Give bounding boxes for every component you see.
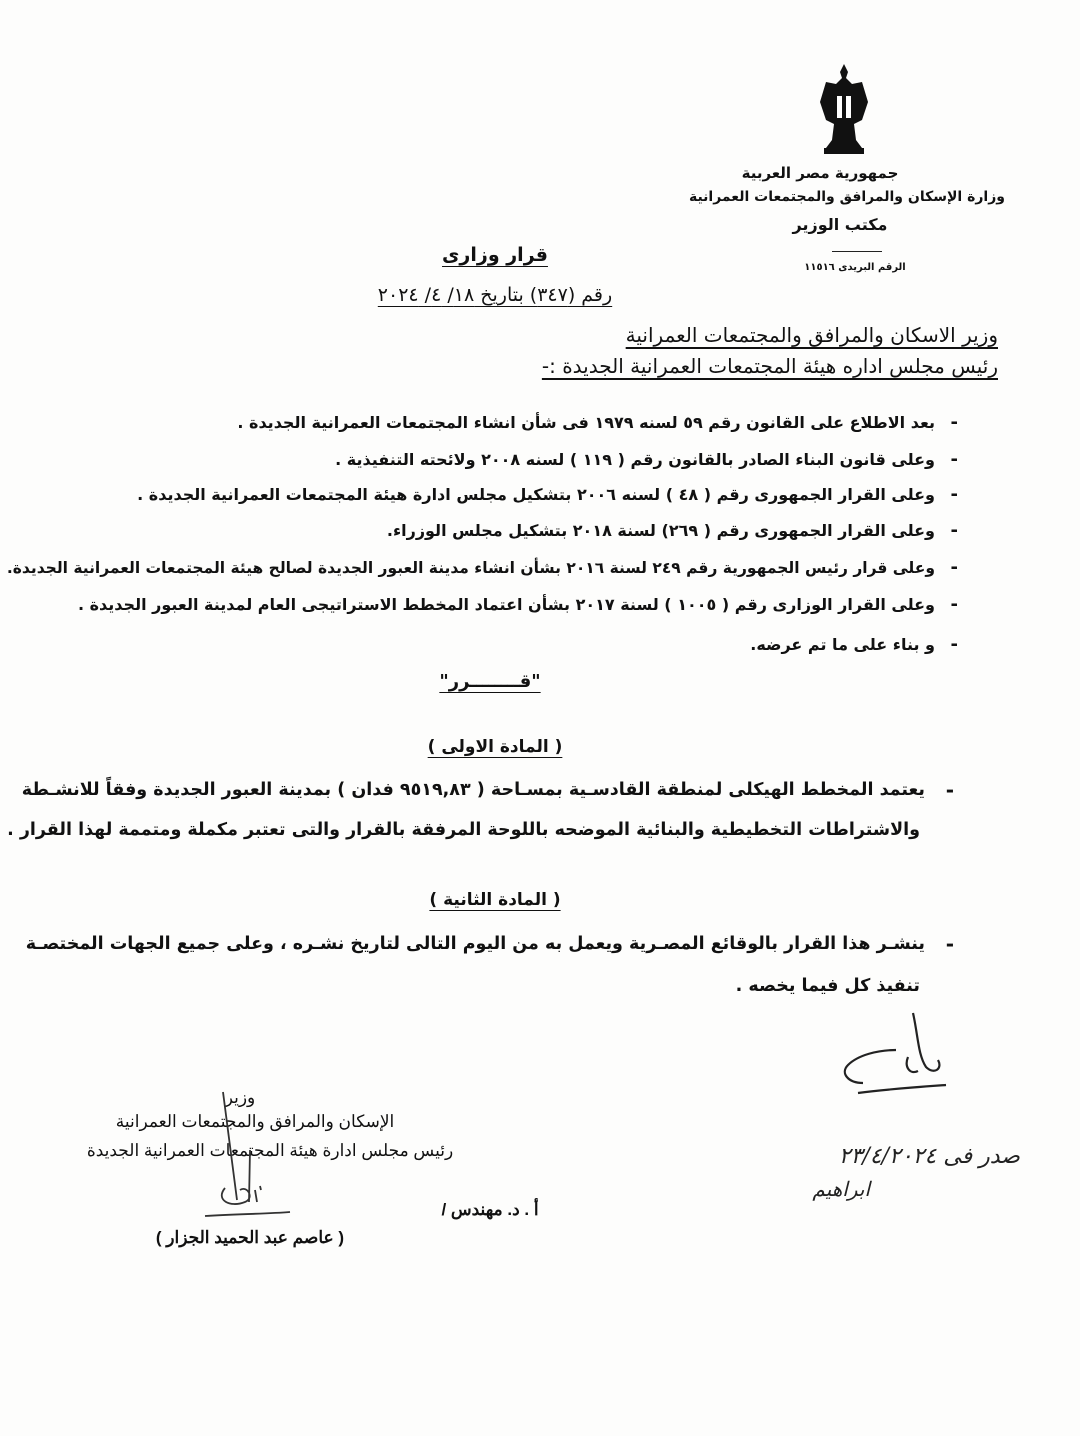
article-2-line-1: ينشـر هذا القرار بالوقائع المصـرية ويعمل به من اليوم التالى لتاريخ نشـره ، وعلى جميع الجهات المختصـة	[25, 934, 925, 954]
letterhead-divider	[832, 251, 882, 252]
bullet-dash: -	[950, 449, 958, 470]
decree-heading: قرار وزارى	[442, 244, 548, 266]
bullet-dash: -	[945, 932, 954, 956]
handwritten-clerk-name: ابراهيم	[812, 1177, 870, 1201]
preamble-item: وعلى القرار الجمهورى رقم ( ٢٦٩) لسنة ٢٠١٨ بتشكيل مجلس الوزراء.	[386, 521, 935, 540]
handwritten-issue-date: صدر فى ٢٣/٤/٢٠٢٤	[838, 1144, 1020, 1169]
preamble-item: وعلى قانون البناء الصادر بالقانون رقم ( ١١٩ ) لسنه ٢٠٠٨ ولائحته التنفيذية .	[335, 450, 935, 469]
preamble-item: وعلى قرار رئيس الجمهورية رقم ٢٤٩ لسنة ٢٠١٦ بشأن انشاء مدينة العبور الجديدة لصالح هيئة المجتمعات العمرانية الجديدة.	[6, 559, 935, 577]
preamble-item: وعلى القرار الجمهورى رقم ( ٤٨ ) لسنه ٢٠٠٦ بتشكيل مجلس ادارة هيئة المجتمعات العمرانية الجديدة .	[137, 485, 935, 504]
letterhead-country: جمهورية مصر العربية	[741, 164, 899, 182]
handwritten-initial-icon	[818, 1005, 958, 1099]
issuer-line-2: رئيس مجلس اداره هيئة المجتمعات العمرانية الجديدة :-	[541, 354, 998, 378]
issuer-line-1: وزير الاسكان والمرافق والمجتمعات العمرانية	[625, 323, 998, 347]
letterhead-ministry: وزارة الإسكان والمرافق والمجتمعات العمرانية	[688, 189, 1005, 205]
bullet-dash: -	[950, 520, 958, 541]
article-2-line-2: تنفيذ كل فيما يخصه .	[735, 976, 920, 996]
preamble-item: و بناء على ما تم عرضه.	[750, 635, 935, 654]
preamble-item: بعد الاطلاع على القانون رقم ٥٩ لسنه ١٩٧٩ فى شأن انشاء المجتمعات العمرانية الجديدة .	[237, 413, 935, 432]
minister-signature-icon	[185, 1090, 295, 1234]
signature-title-minister: وزير	[224, 1088, 256, 1107]
article-1-line-2: والاشتراطات التخطيطية والبنائية الموضحه باللوحة المرفقة بالقرار والتى تعتبر مكملة ومتممة لهذا القرار .	[7, 820, 920, 840]
bullet-dash: -	[950, 484, 958, 505]
bullet-dash: -	[950, 634, 958, 655]
letterhead-office: مكتب الوزير	[792, 215, 888, 234]
bullet-dash: -	[950, 557, 958, 578]
postal-code: الرقم البريدى ١١٥١٦	[804, 262, 906, 273]
article-1-heading: ( المادة الاولى )	[427, 737, 563, 757]
signatory-name: ( عاصم عبد الحميد الجزار )	[155, 1228, 345, 1247]
signature-title-ministry: الإسكان والمرافق والمجتمعات العمرانية	[115, 1112, 395, 1131]
bullet-dash: -	[950, 412, 958, 433]
decision-heading: "قــــــــرر"	[439, 671, 541, 692]
eagle-emblem-icon	[818, 62, 870, 158]
article-2-heading: ( المادة الثانية )	[429, 890, 561, 910]
bullet-dash: -	[945, 778, 954, 802]
article-1-line-1: يعتمد المخطط الهيكلى لمنطقة القادسـية بمسـاحة ( ٩٥١٩,٨٣ فدان ) بمدينة العبور الجديدة وفقاً للانشـطة	[21, 780, 925, 800]
signatory-prefix: أ . د. مهندس /	[441, 1200, 539, 1219]
signature-title-chairman: رئيس مجلس ادارة هيئة المجتمعات العمرانية الجديدة	[86, 1141, 454, 1160]
preamble-item: وعلى القرار الوزارى رقم ( ١٠٠٥ ) لسنة ٢٠١٧ بشأن اعتماد المخطط الاستراتيجى العام لمدينة العبور الجديدة .	[77, 595, 935, 614]
decree-number-date: رقم (٣٤٧) بتاريخ ١٨/ ٤/ ٢٠٢٤	[377, 284, 613, 306]
bullet-dash: -	[950, 594, 958, 615]
